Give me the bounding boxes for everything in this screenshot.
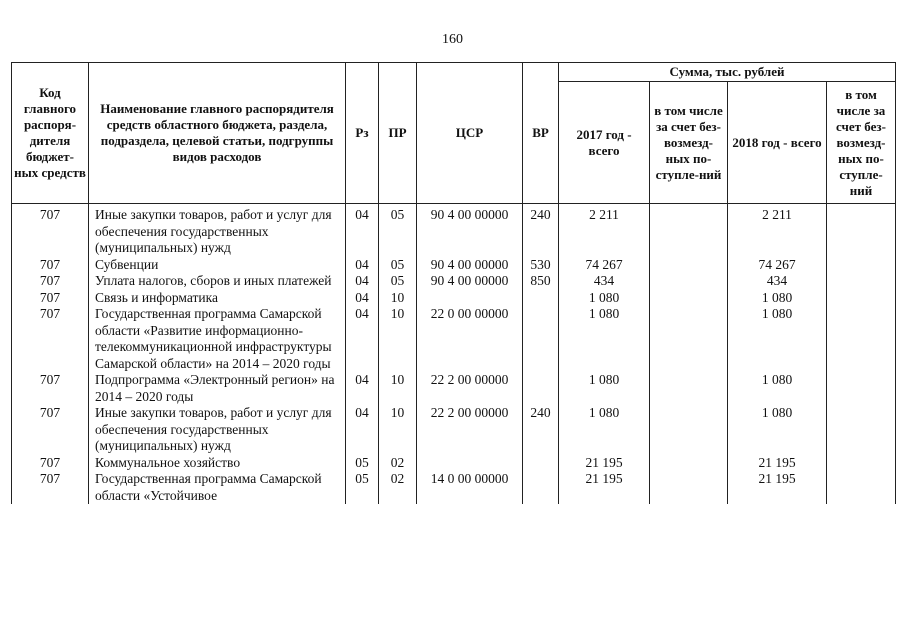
header-csr: ЦСР — [417, 63, 523, 204]
row-pr: 10 — [379, 372, 417, 405]
row-2018-total: 74 267 — [728, 257, 827, 274]
header-2018-incl: в том числе за счет без-возмезд-ных по-ступле-ний — [827, 82, 896, 204]
row-2017-incl — [650, 290, 728, 307]
row-2017-total: 2 211 — [559, 204, 650, 257]
row-vr — [523, 372, 559, 405]
table-row — [12, 372, 896, 405]
row-2017-total: 74 267 — [559, 257, 650, 274]
header-pr: ПР — [379, 63, 417, 204]
header-name: Наименование главного распорядителя средств областного бюджета, раздела, подраздела, целевой статьи, подгруппы видов расходов — [89, 63, 346, 204]
table-row — [12, 405, 896, 455]
header-2017-total: 2017 год - всего — [559, 82, 650, 204]
budget-table — [11, 62, 896, 504]
row-vr — [523, 306, 559, 372]
row-2017-incl — [650, 204, 728, 257]
table-row — [12, 471, 896, 504]
header-2018-total: 2018 год - всего — [728, 82, 827, 204]
row-csr: 22 2 00 00000 — [417, 405, 523, 455]
row-2018-incl — [827, 257, 896, 274]
row-code: 707 — [12, 405, 89, 455]
row-csr — [417, 290, 523, 307]
row-csr — [417, 455, 523, 472]
row-code: 707 — [12, 290, 89, 307]
row-vr — [523, 290, 559, 307]
row-name: Подпрограмма «Электронный регион» на 2014 – 2020 годы — [89, 372, 346, 405]
row-csr: 90 4 00 00000 — [417, 204, 523, 257]
row-name: Уплата налогов, сборов и иных платежей — [89, 273, 346, 290]
row-rz: 04 — [346, 204, 379, 257]
row-2018-total: 21 195 — [728, 455, 827, 472]
row-2017-incl — [650, 405, 728, 455]
row-name: Субвенции — [89, 257, 346, 274]
table-row — [12, 290, 896, 307]
row-2017-incl — [650, 372, 728, 405]
row-name: Иные закупки товаров, работ и услуг для обеспечения государственных (муниципальных) нужд — [89, 405, 346, 455]
row-2018-incl — [827, 290, 896, 307]
header-2017-incl: в том числе за счет без-возмезд-ных по-ступле-ний — [650, 82, 728, 204]
row-pr: 02 — [379, 471, 417, 504]
table-row — [12, 306, 896, 372]
row-2018-incl — [827, 204, 896, 257]
row-rz: 04 — [346, 290, 379, 307]
row-2018-incl — [827, 372, 896, 405]
row-pr: 05 — [379, 257, 417, 274]
row-name: Государственная программа Самарской области «Устойчивое — [89, 471, 346, 504]
row-vr: 240 — [523, 204, 559, 257]
row-csr: 90 4 00 00000 — [417, 257, 523, 274]
row-rz: 05 — [346, 455, 379, 472]
row-rz: 04 — [346, 372, 379, 405]
row-2017-total: 434 — [559, 273, 650, 290]
row-2017-incl — [650, 471, 728, 504]
row-rz: 04 — [346, 306, 379, 372]
table-row — [12, 273, 896, 290]
row-rz: 04 — [346, 273, 379, 290]
table-row — [12, 257, 896, 274]
row-2017-incl — [650, 273, 728, 290]
header-vr: ВР — [523, 63, 559, 204]
row-2017-total: 1 080 — [559, 405, 650, 455]
row-pr: 05 — [379, 204, 417, 257]
row-rz: 04 — [346, 405, 379, 455]
row-2018-total: 2 211 — [728, 204, 827, 257]
row-2018-incl — [827, 471, 896, 504]
row-code: 707 — [12, 455, 89, 472]
row-2017-total: 21 195 — [559, 455, 650, 472]
header-code: Код главного распоря-дителя бюджет-ных средств — [12, 63, 89, 204]
row-pr: 10 — [379, 290, 417, 307]
row-2018-total: 1 080 — [728, 306, 827, 372]
row-rz: 05 — [346, 471, 379, 504]
row-2018-incl — [827, 306, 896, 372]
header-sum-group: Сумма, тыс. рублей — [559, 63, 896, 82]
table-row — [12, 204, 896, 257]
row-code: 707 — [12, 372, 89, 405]
row-vr: 850 — [523, 273, 559, 290]
row-code: 707 — [12, 204, 89, 257]
row-rz: 04 — [346, 257, 379, 274]
row-pr: 10 — [379, 306, 417, 372]
row-pr: 05 — [379, 273, 417, 290]
row-name: Иные закупки товаров, работ и услуг для обеспечения государственных (муниципальных) нужд — [89, 204, 346, 257]
row-vr — [523, 471, 559, 504]
row-2017-incl — [650, 455, 728, 472]
row-code: 707 — [12, 273, 89, 290]
row-2018-total: 1 080 — [728, 372, 827, 405]
row-vr — [523, 455, 559, 472]
row-vr: 530 — [523, 257, 559, 274]
row-code: 707 — [12, 306, 89, 372]
row-name: Коммунальное хозяйство — [89, 455, 346, 472]
row-pr: 10 — [379, 405, 417, 455]
row-2018-total: 434 — [728, 273, 827, 290]
row-2018-total: 1 080 — [728, 290, 827, 307]
table-row — [12, 455, 896, 472]
row-csr: 90 4 00 00000 — [417, 273, 523, 290]
row-2018-incl — [827, 405, 896, 455]
row-2017-incl — [650, 257, 728, 274]
row-code: 707 — [12, 257, 89, 274]
row-csr: 22 0 00 00000 — [417, 306, 523, 372]
row-2018-incl — [827, 455, 896, 472]
row-2017-total: 1 080 — [559, 290, 650, 307]
row-2018-total: 21 195 — [728, 471, 827, 504]
row-2018-total: 1 080 — [728, 405, 827, 455]
row-2017-total: 1 080 — [559, 372, 650, 405]
row-2017-total: 1 080 — [559, 306, 650, 372]
row-pr: 02 — [379, 455, 417, 472]
header-rz: Рз — [346, 63, 379, 204]
row-name: Государственная программа Самарской области «Развитие информационно-телекоммуникационной инфраструктуры Самарской области» на 2014 – 2020 годы — [89, 306, 346, 372]
row-2017-total: 21 195 — [559, 471, 650, 504]
row-2018-incl — [827, 273, 896, 290]
row-name: Связь и информатика — [89, 290, 346, 307]
row-code: 707 — [12, 471, 89, 504]
row-vr: 240 — [523, 405, 559, 455]
page-number: 160 — [442, 32, 463, 47]
row-csr: 22 2 00 00000 — [417, 372, 523, 405]
row-2017-incl — [650, 306, 728, 372]
row-csr: 14 0 00 00000 — [417, 471, 523, 504]
